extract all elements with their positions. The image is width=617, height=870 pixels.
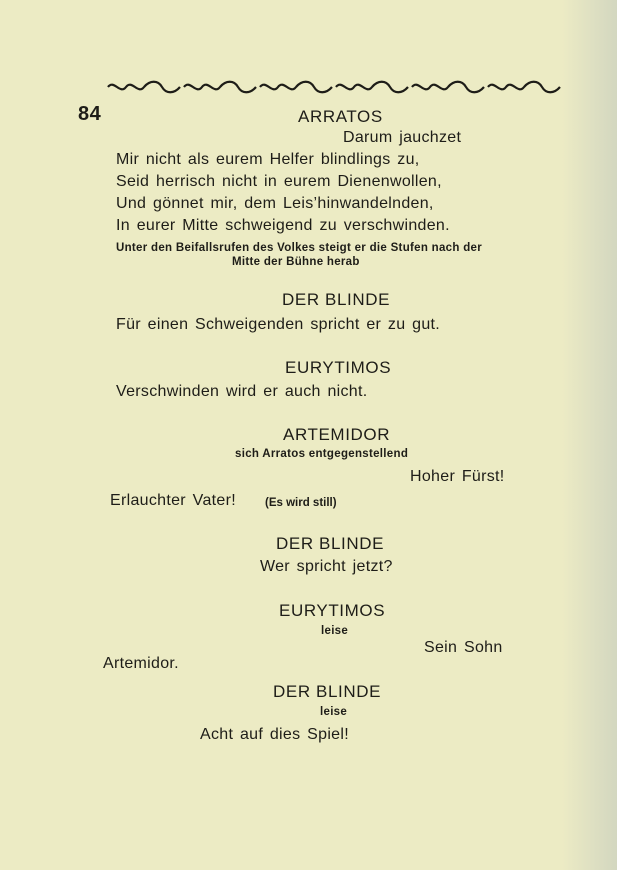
stage-direction: leise xyxy=(320,706,348,718)
page-edge-shadow xyxy=(562,0,617,870)
verse-line: Acht auf dies Spiel! xyxy=(200,726,349,743)
verse-line: Verschwinden wird er auch nicht. xyxy=(116,383,368,400)
verse-line: Und gönnet mir, dem Leis’hinwandelnden, xyxy=(116,195,434,212)
speaker-arratos: ARRATOS xyxy=(298,107,383,126)
speaker-eurytimos: EURYTIMOS xyxy=(279,601,386,620)
decorative-border-icon xyxy=(106,78,566,96)
verse-line: Für einen Schweigenden spricht er zu gut. xyxy=(116,316,441,333)
stage-direction-inline: (Es wird still) xyxy=(265,497,337,509)
speaker-der-blinde: DER BLINDE xyxy=(273,682,382,701)
verse-line: Artemidor. xyxy=(103,655,179,672)
verse-line: In eurer Mitte schweigend zu verschwinden. xyxy=(116,217,450,234)
verse-line: Hoher Fürst! xyxy=(410,468,505,485)
verse-line: Erlauchter Vater! xyxy=(110,492,236,509)
verse-line: Seid herrisch nicht in eurem Dienenwollen, xyxy=(116,173,442,190)
stage-direction: Unter den Beifallsrufen des Volkes steigt er die Stufen nach der xyxy=(116,242,482,254)
verse-line: Wer spricht jetzt? xyxy=(260,558,393,575)
speaker-der-blinde: DER BLINDE xyxy=(282,290,391,309)
speaker-eurytimos: EURYTIMOS xyxy=(285,358,392,377)
verse-line: Sein Sohn xyxy=(424,639,503,656)
verse-line: Mir nicht als eurem Helfer blindlings zu, xyxy=(116,151,420,168)
stage-direction: Mitte der Bühne herab xyxy=(232,256,360,268)
verse-line: Darum jauchzet xyxy=(343,129,462,146)
speaker-artemidor: ARTEMIDOR xyxy=(283,425,391,444)
speaker-der-blinde: DER BLINDE xyxy=(276,534,385,553)
stage-direction: sich Arratos entgegenstellend xyxy=(235,448,409,460)
stage-direction: leise xyxy=(321,625,349,637)
page-number: 84 xyxy=(78,103,102,125)
